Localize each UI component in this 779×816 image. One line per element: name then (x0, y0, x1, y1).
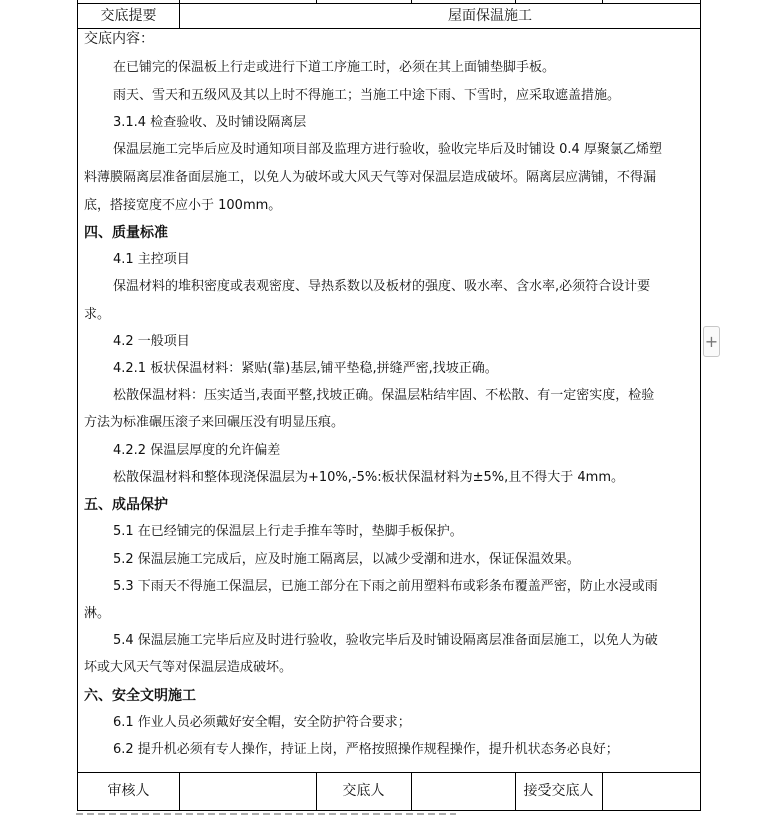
content-line: 底，搭接宽度不应小于 100mm。 (84, 198, 282, 213)
summary-title: 屋面保温施工 (448, 8, 532, 24)
content-line: 4.2 一般项目 (113, 334, 190, 349)
content-line: 松散保温材料和整体现浇保温层为+10%,-5%:板状保温材料为±5%,且不得大于 4mm。 (113, 470, 624, 485)
discloser-signature-cell[interactable] (411, 773, 516, 810)
content-line: 在已铺完的保温板上行走或进行下道工序施工时，必须在其上面铺垫脚手板。 (113, 60, 556, 75)
content-line: 雨天、雪天和五级风及其以上时不得施工；当施工中途下雨、下雪时，应采取遮盖措施。 (113, 88, 621, 103)
content-line: 坏或大风天气等对保温层造成破坏。 (84, 660, 293, 675)
content-line: 5.1 在已经铺完的保温层上行走手推车等时，垫脚手板保护。 (113, 524, 463, 539)
content-line: 方法为标准碾压滚子来回碾压没有明显压痕。 (84, 415, 345, 430)
next-page-fragment (76, 811, 456, 816)
content-line: 求。 (84, 307, 111, 322)
content-line: 4.2.1 板状保温材料：紧贴(靠)基层,铺平垫稳,拼缝严密,找坡正确。 (113, 361, 498, 376)
content-line: 料薄膜隔离层准备面层施工，以免人为破坏或大风天气等对保温层造成破坏。隔离层应满铺，不得漏 (84, 170, 657, 185)
content-line: 6.2 提升机必须有专人操作，持证上岗，严格按照操作规程操作，提升机状态务必良好； (113, 742, 619, 757)
content-line: 3.1.4 检查验收、及时铺设隔离层 (113, 115, 307, 130)
content-line: 5.3 下雨天不得施工保温层，已施工部分在下雨之前用塑料布或彩条布覆盖严密，防止水浸或雨 (113, 579, 658, 594)
summary-label: 交底提要 (78, 4, 180, 28)
header-row (78, 3, 700, 29)
content-line: 淋。 (84, 606, 111, 621)
receiver-signature-cell[interactable] (602, 773, 700, 810)
signature-row (78, 772, 700, 811)
content-line: 4.1 主控项目 (113, 252, 190, 267)
receiver-label: 接受交底人 (515, 773, 603, 810)
content-line: 保温层施工完毕后应及时通知项目部及监理方进行验收，验收完毕后及时铺设 0.4 厚聚氯乙烯塑 (113, 142, 662, 157)
content-line: 4.2.2 保温层厚度的允许偏差 (113, 443, 281, 458)
content-line: 5.4 保温层施工完毕后应及时进行验收，验收完毕后及时铺设隔离层准备面层施工，以免人为破 (113, 633, 658, 648)
content-line: 5.2 保温层施工完成后，应及时施工隔离层，以减少受潮和进水，保证保温效果。 (113, 552, 580, 567)
content-line: 松散保温材料：压实适当,表面平整,找坡正确。保温层粘结牢固、不松散、有一定密实度，检验 (113, 388, 655, 403)
expand-plus-button[interactable]: + (703, 326, 720, 357)
discloser-label: 交底人 (316, 773, 412, 810)
section-heading: 四、质量标准 (84, 225, 168, 241)
content-heading: 交底内容： (84, 31, 154, 47)
content-line: 保温材料的堆积密度或表观密度、导热系数以及板材的强度、吸水率、含水率,必须符合设计要 (113, 279, 651, 294)
reviewer-label: 审核人 (78, 773, 180, 810)
disclosure-sheet (77, 0, 701, 811)
content-line: 6.1 作业人员必须戴好安全帽，安全防护符合要求； (113, 715, 411, 730)
reviewer-signature-cell[interactable] (179, 773, 317, 810)
section-heading: 六、安全文明施工 (84, 688, 196, 704)
section-heading: 五、成品保护 (84, 497, 168, 513)
